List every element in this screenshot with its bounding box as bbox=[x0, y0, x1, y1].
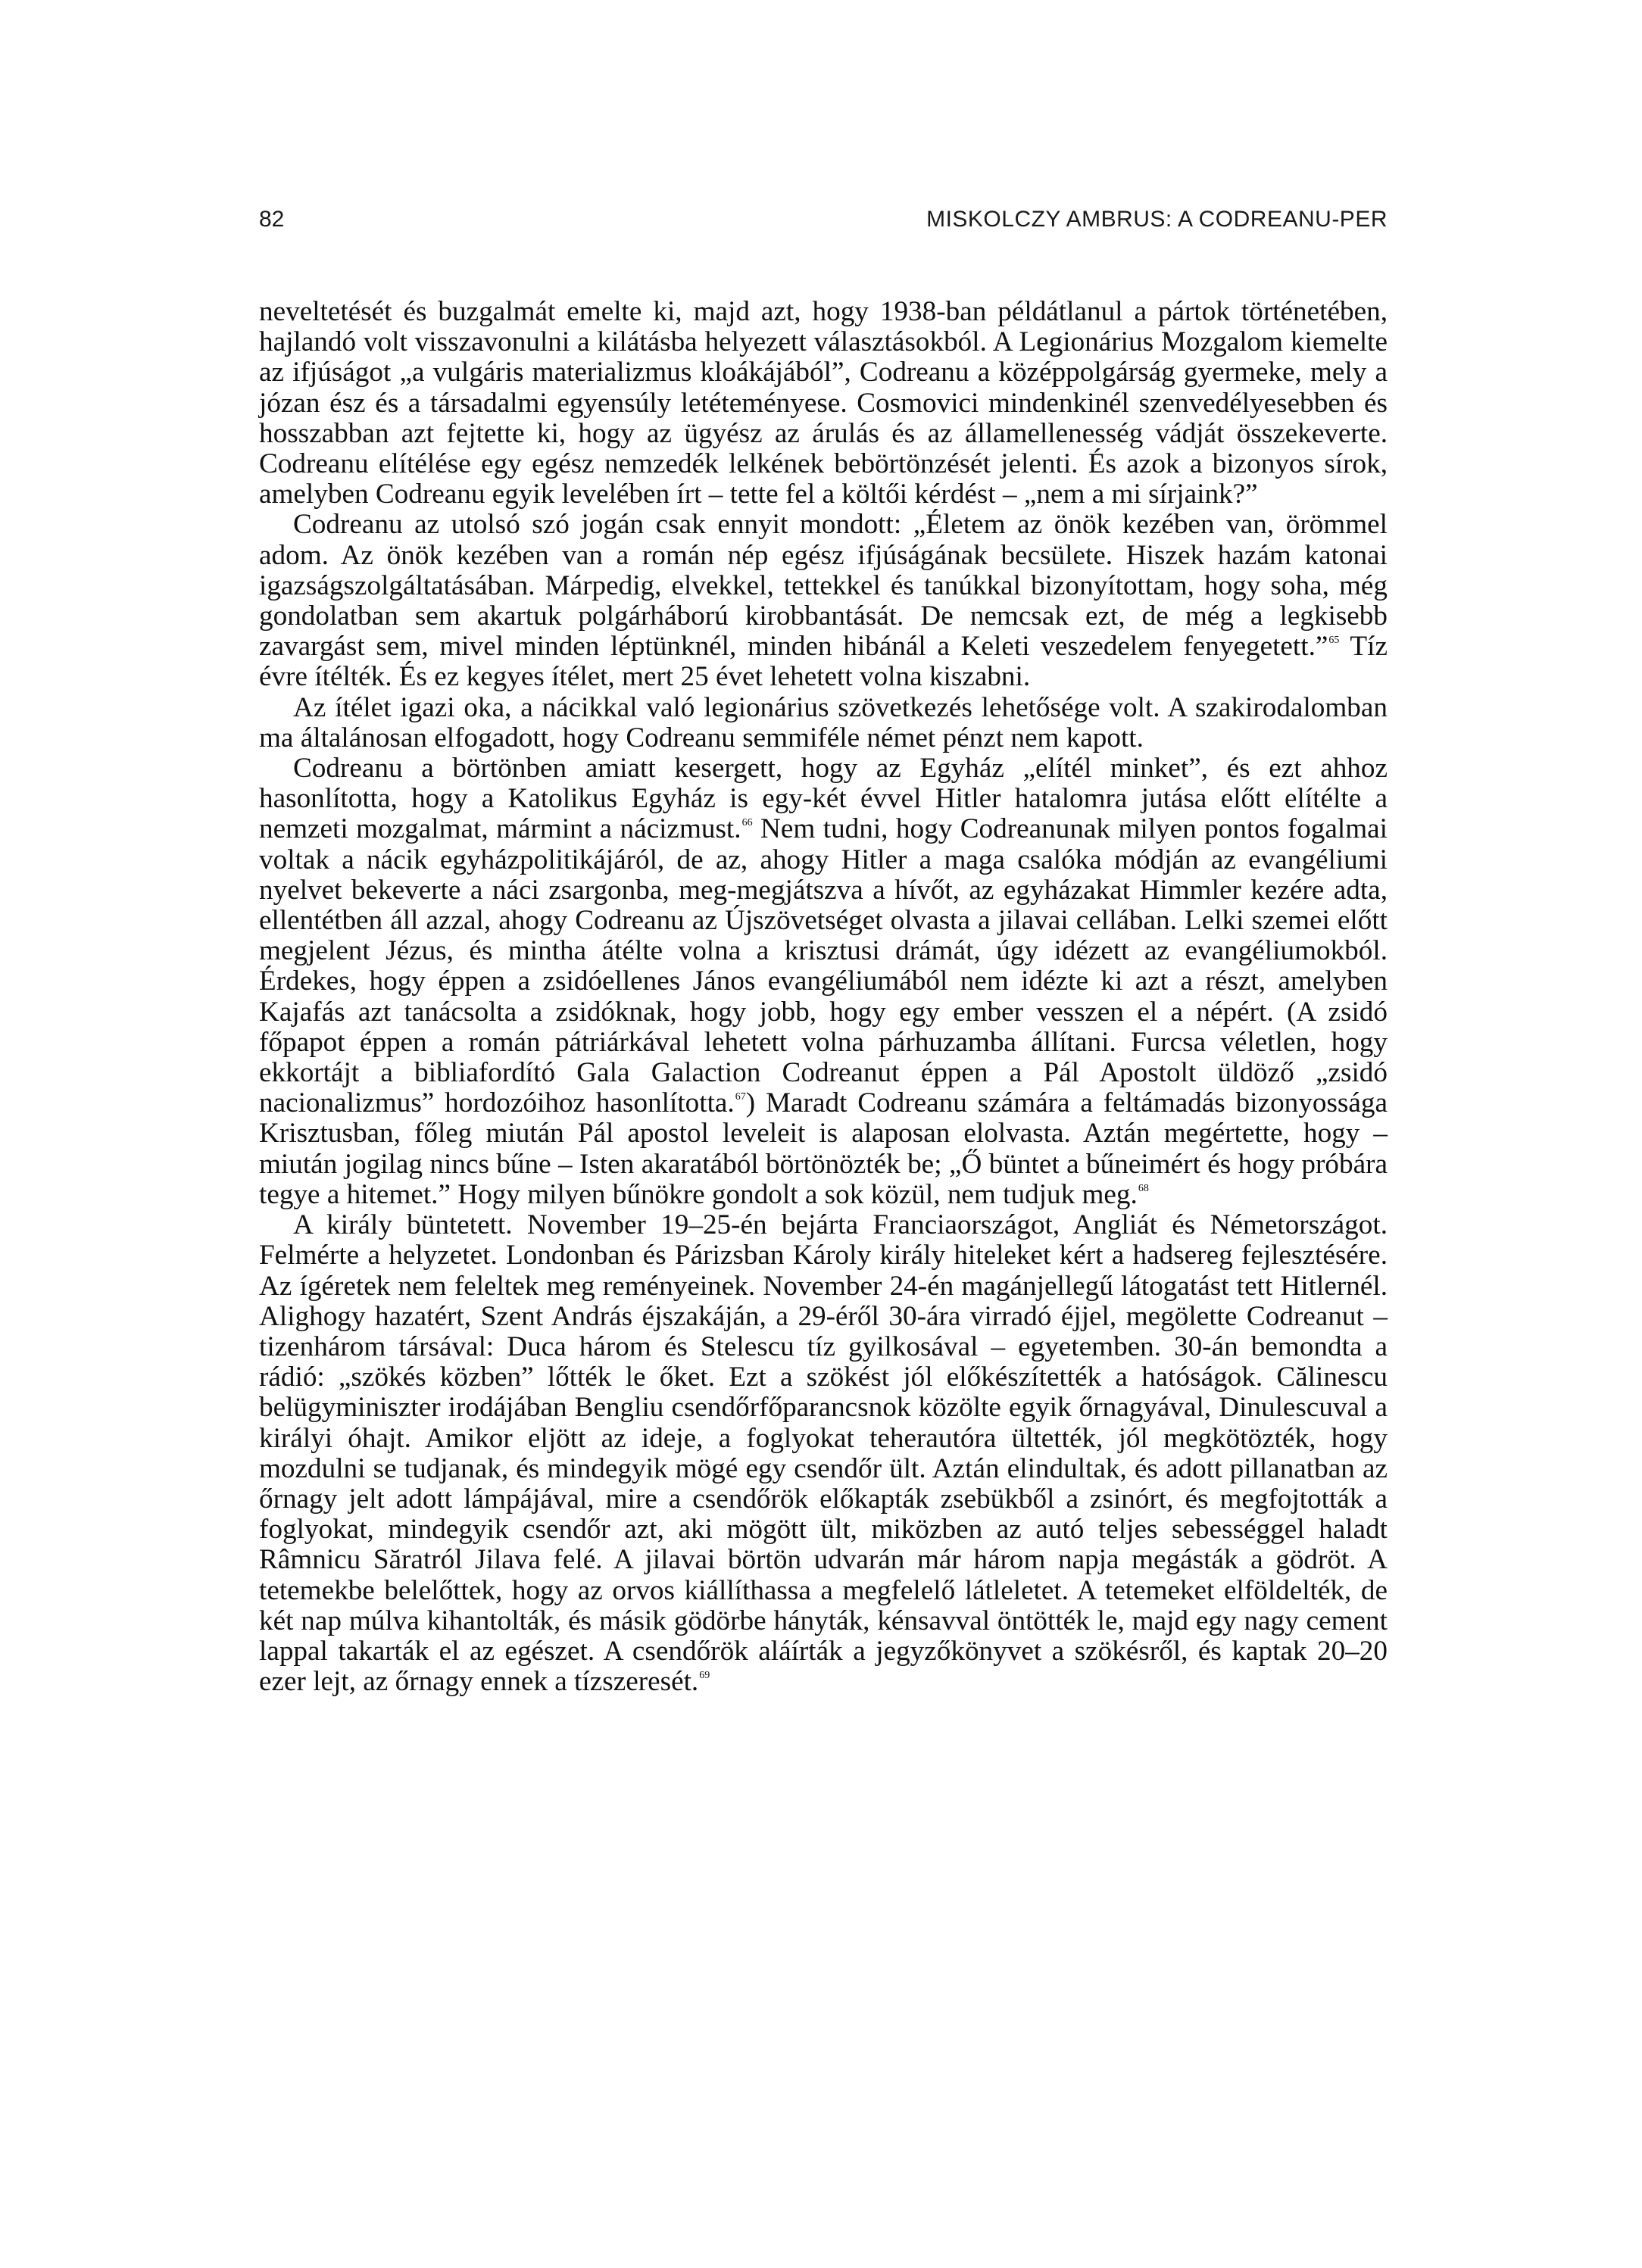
paragraph-text: A király büntetett. November 19–25-én bejárta Franciaországot, Angliát és Németországot. Felmérte a helyzetet. Londonban és Párizsban Károly király hiteleket kért a hadsereg fejlesztésére. Az ígéretek nem feleltek meg reményeinek. November 24-én magánjellegű látogatást tett Hitlernél. Alighogy hazatért, Szent András éjszakáján, a 29-éről 30-ára virradó éjjel, megölette Codreanut – tizenhárom társával: Duca három és Stelescu tíz gyilkosával – egyetemben. 30-án bemondta a rádió: „szökés közben” lőtték le őket. Ezt a szökést jól előkészítették a hatóságok. Călinescu belügyminiszter irodájában Bengliu csendőrfőparancsnok közölte egyik őrnagyával, Dinulescuval a királyi óhajt. Amikor eljött az ideje, a foglyokat teherautóra ültették, jól megkötözték, hogy mozdulni se tudjanak, és mindegyik mögé egy csendőr ült. Aztán elindultak, és adott pillanatban az őrnagy jelt adott lámpájával, mire a csendőrök előkapták zsebükből a zsinórt, és megfojtották a foglyokat, mindegyik csendőr azt, aki mögött ült, miközben az autó teljes sebességgel haladt Râmnicu Săratról Jilava felé. A jilavai börtön udvarán már három napja megásták a gödröt. A tetemekbe belelőttek, hogy az orvos kiállíthassa a megfelelő látleletet. A tetemeket elföldelték, de két nap múlva kihantolták, és másik gödörbe hányták, kénsavval öntötték le, majd egy nagy cement lappal takarták el az egészet. A csendőrök aláírták a jegyzőkönyvet a szökésről, és kaptak 20–20 ezer lejt, az őrnagy ennek a tízszeresét. bbox=[259, 1209, 1388, 1698]
running-title: MISKOLCZY AMBRUS: A CODREANU-PER bbox=[926, 207, 1388, 232]
paragraph-text: ) Maradt Codreanu számára a feltámadás bizonyossága Krisztusban, főleg miután Pál apostol leveleit is alaposan elolvasta. Aztán megértette, hogy – miután jogilag nincs bűne – Isten akaratából börtönözték be; „Ő büntet a bűneimért és hogy próbára tegye a hitemet.” Hogy milyen bűnökre gondolt a sok közül, nem tudjuk meg. bbox=[259, 1087, 1388, 1210]
running-head bbox=[259, 203, 1388, 236]
paragraph bbox=[259, 693, 1388, 753]
footnote-reference: 66 bbox=[741, 817, 753, 829]
paragraph-text: Az ítélet igazi oka, a nácikkal való legionárius szövetkezés lehetősége volt. A szakirodalomban ma általánosan elfogadott, hogy Codreanu semmiféle német pénzt nem kapott. bbox=[259, 691, 1388, 753]
paragraph bbox=[259, 753, 1388, 1210]
paragraph-text: Nem tudni, hogy Codreanunak milyen pontos fogalmai voltak a nácik egyházpolitikájáról, de az, ahogy Hitler a maga csalóka módján az evangéliumi nyelvet bekeverte a náci zsargonba, meg-megjátszva a hívőt, az egyházakat Himmler kezére adta, ellentétben áll azzal, ahogy Codreanu az Újszövetséget olvasta a jilavai cellában. Lelki szemei előtt megjelent Jézus, és mintha átélte volna a krisztusi drámát, úgy idézett az evangéliumokból. Érdekes, hogy éppen a zsidóellenes János evangéliumából nem idézte ki azt a részt, amelyben Kajafás azt tanácsolta a zsidóknak, hogy jobb, hogy egy ember vesszen el a népért. (A zsidó főpapot éppen a román pátriárkával lehetett volna párhuzamba állítani. Furcsa véletlen, hogy ekkortájt a bibliafordító Gala Galaction Codreanut éppen a Pál Apostolt üldöző „zsidó nacionalizmus” hordozóihoz hasonlította. bbox=[259, 813, 1388, 1119]
paragraph bbox=[259, 510, 1388, 692]
footnote-reference: 68 bbox=[1138, 1182, 1149, 1194]
footnote-reference: 69 bbox=[699, 1670, 710, 1682]
paragraph-text: Tíz évre ítélték. És ez kegyes ítélet, mert 25 évet lehetett volna kiszabni. bbox=[259, 631, 1388, 693]
footnote-reference: 65 bbox=[1328, 635, 1340, 647]
paragraph-text: neveltetését és buzgalmát emelte ki, majd azt, hogy 1938-ban példátlanul a pártok történetében, hajlandó volt visszavonulni a kilátásba helyezett választásokból. A Legionárius Mozgalom kiemelte az ifjúságot „a vulgáris materializmus kloákájából”, Codreanu a középpolgárság gyermeke, mely a józan ész és a társadalmi egyensúly letéteményese. Cosmovici mindenkinél szenvedélyesebben és hosszabban azt fejtette ki, hogy az ügyész az árulás és az államellenesség vádját összekeverte. Codreanu elítélése egy egész nemzedék lelkének bebörtönzését jelenti. És azok a bizonyos sírok, amelyben Codreanu egyik levelében írt – tette fel a költői kérdést – „nem a mi sírjaink?” bbox=[259, 296, 1388, 510]
paragraph bbox=[259, 1210, 1388, 1697]
paragraph bbox=[259, 297, 1388, 510]
paragraph-text: Codreanu a börtönben amiatt kesergett, hogy az Egyház „elítél minket”, és ezt ahhoz hasonlította, hogy a Katolikus Egyház is egy-két évvel Hitler hatalomra jutása előtt elítélte a nemzeti mozgalmat, mármint a nácizmust. bbox=[259, 753, 1388, 845]
body-text bbox=[259, 297, 1388, 1697]
page-number: 82 bbox=[259, 207, 285, 232]
footnote-reference: 67 bbox=[735, 1091, 746, 1103]
paragraph-text: Codreanu az utolsó szó jogán csak ennyit mondott: „Életem az önök kezében van, örömmel adom. Az önök kezében van a román nép egész ifjúságának becsülete. Hiszek hazám katonai igazságszolgáltatásában. Márpedig, elvekkel, tettekkel és tanúkkal bizonyítottam, hogy soha, még gondolatban sem akartuk polgárháború kirobbantását. De nemcsak ezt, de még a legkisebb zavargást sem, mivel minden léptünknél, minden hibánál a Keleti veszedelem fenyegetett.” bbox=[259, 509, 1388, 663]
